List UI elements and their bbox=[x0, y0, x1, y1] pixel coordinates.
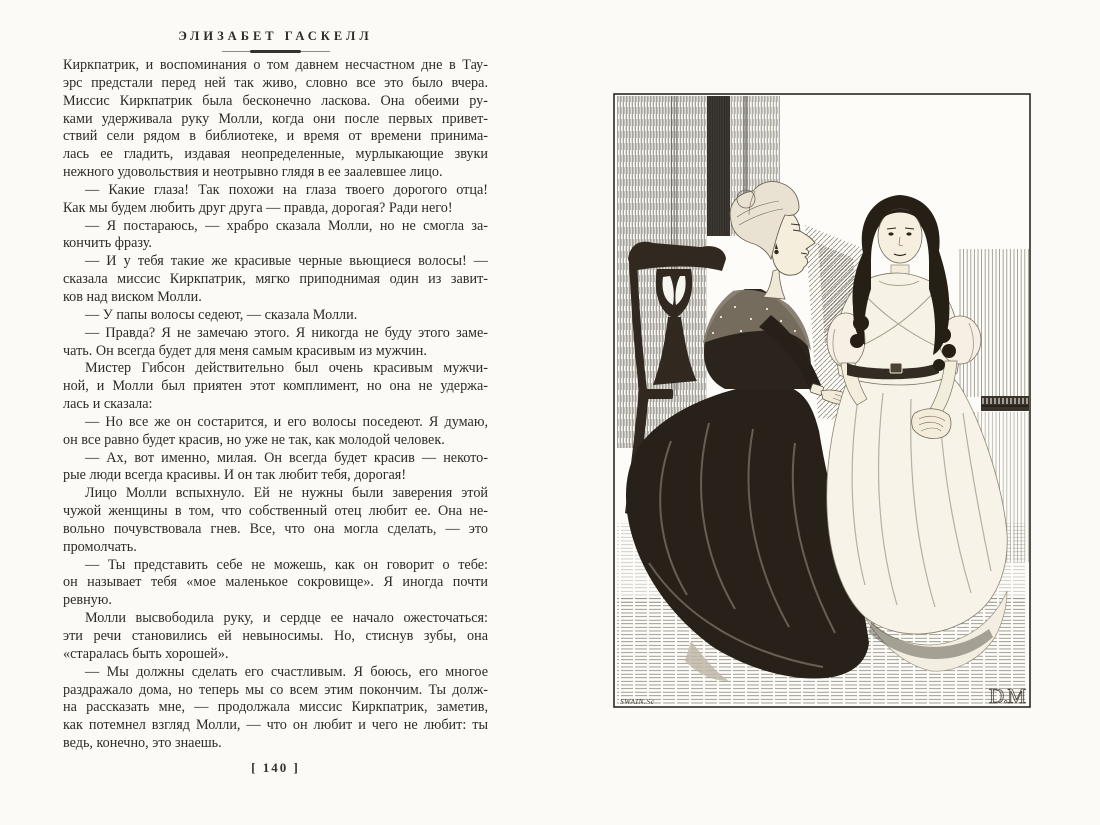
artist-monogram: D.M bbox=[989, 684, 1026, 708]
engraving-shelf-rail bbox=[981, 396, 1029, 411]
text-line: на рассказать мне, — продолжала миссис Киркпатрик, заметив, bbox=[63, 699, 488, 716]
text-line: чужой женщины в том, что собственный отец любит ее. Она не- bbox=[63, 503, 488, 520]
text-line: лась и сказала: bbox=[63, 396, 153, 413]
text-line: чать. Он всегда будет для меня самым красивым из мужчин. bbox=[63, 342, 427, 359]
text-line: — Я постараюсь, — храбро сказала Молли, но не смогла за- bbox=[85, 217, 488, 234]
text-line: ревную. bbox=[63, 592, 112, 609]
text-line: — Правда? Я не замечаю этого. Я никогда не буду этого заме- bbox=[85, 324, 488, 341]
text-line: нежного удовольствия и неотрывно глядя в ее заалевшее лицо. bbox=[63, 164, 443, 181]
header-rule-ornament bbox=[222, 50, 330, 53]
text-line: Киркпатрик, и воспоминания о том давнем несчастном дне в Тау- bbox=[63, 57, 488, 73]
text-line: сказала миссис Киркпатрик, мягко приподнимая один из завит- bbox=[63, 271, 488, 288]
text-line: ков над виском Молли. bbox=[63, 288, 202, 305]
text-line: ками удерживала руку Молли, когда они после первых привет- bbox=[63, 110, 488, 127]
right-page bbox=[613, 93, 1031, 708]
text-line: — Но все же он состарится, и его волосы поседеют. Я думаю, bbox=[85, 413, 488, 430]
text-line: как потемнел взгляд Молли, — что он любит и чего не любит: ты bbox=[63, 717, 488, 734]
text-line: лась ее гладить, издавая неопределенные, мурлыкающие звуки bbox=[63, 146, 488, 163]
text-line: ной, и Молли был приятен этот комплимент, но она не удержа- bbox=[63, 378, 488, 395]
page-number: [ 140 ] bbox=[251, 760, 300, 775]
text-line: — Мы должны сделать его счастливым. Я боюсь, его многое bbox=[85, 663, 488, 680]
text-line: Лицо Молли вспыхнуло. Ей не нужны были заверения этой bbox=[85, 485, 488, 502]
text-line: он все равно будет красив, но уже не так, как молодой человек. bbox=[63, 431, 445, 448]
text-line: Миссис Киркпатрик была бесконечно ласкова. Она обеими ру- bbox=[63, 92, 488, 109]
text-line: эти речи становились ей невыносимы. Но, стиснув зубы, она bbox=[63, 628, 488, 644]
text-line: — У папы волосы седеют, — сказала Молли. bbox=[85, 306, 358, 323]
text-line: кончить фразу. bbox=[63, 235, 152, 252]
header-rule-thick-line bbox=[250, 50, 302, 53]
engraving-illustration bbox=[613, 93, 1031, 708]
running-header: ЭЛИЗАБЕТ ГАСКЕЛЛ bbox=[178, 29, 373, 43]
text-line: «старалась быть хорошей». bbox=[63, 645, 229, 662]
text-line: ствий сели рядом в библиотеке, и время от времени принима- bbox=[63, 128, 488, 145]
text-line: — Ты представить себе не можешь, как он говорит о тебе: bbox=[85, 556, 488, 573]
body-text bbox=[63, 57, 488, 753]
text-line: раздражало дома, но теперь мы со всем этим покончим. Ты долж- bbox=[63, 681, 488, 698]
text-line: эрс предстали перед ней так живо, словно все это было вчера. bbox=[63, 74, 488, 91]
text-line: Как мы будем любить друг друга — правда, дорогая? Ради него! bbox=[63, 199, 453, 216]
text-line: Молли высвободила руку, и сердце ее начало ожесточаться: bbox=[85, 610, 488, 627]
left-page bbox=[63, 0, 488, 825]
text-line: вольно почувствовала гнев. Все, что она могла сделать, — это bbox=[63, 520, 488, 537]
text-line: — Ах, вот именно, милая. Он всегда будет красив — некото- bbox=[85, 449, 488, 466]
text-line: промолчать. bbox=[63, 538, 137, 555]
text-line: рые люди всегда красивы. И он так любит тебя, дорогая! bbox=[63, 467, 407, 484]
text-line: — И у тебя такие же красивые черные вьющиеся волосы! — bbox=[85, 253, 488, 270]
text-line: он называет тебя «мое маленькое сокровище». Я иногда почти bbox=[63, 574, 488, 591]
text-line: Мистер Гибсон действительно был очень красивым мужчи- bbox=[85, 360, 488, 377]
text-line: ведь, конечно, это знаешь. bbox=[63, 735, 222, 752]
engraver-signature: SWAIN.Sc bbox=[620, 697, 655, 706]
text-line: — Какие глаза! Так похожи на глаза твоего дорогого отца! bbox=[85, 181, 488, 198]
